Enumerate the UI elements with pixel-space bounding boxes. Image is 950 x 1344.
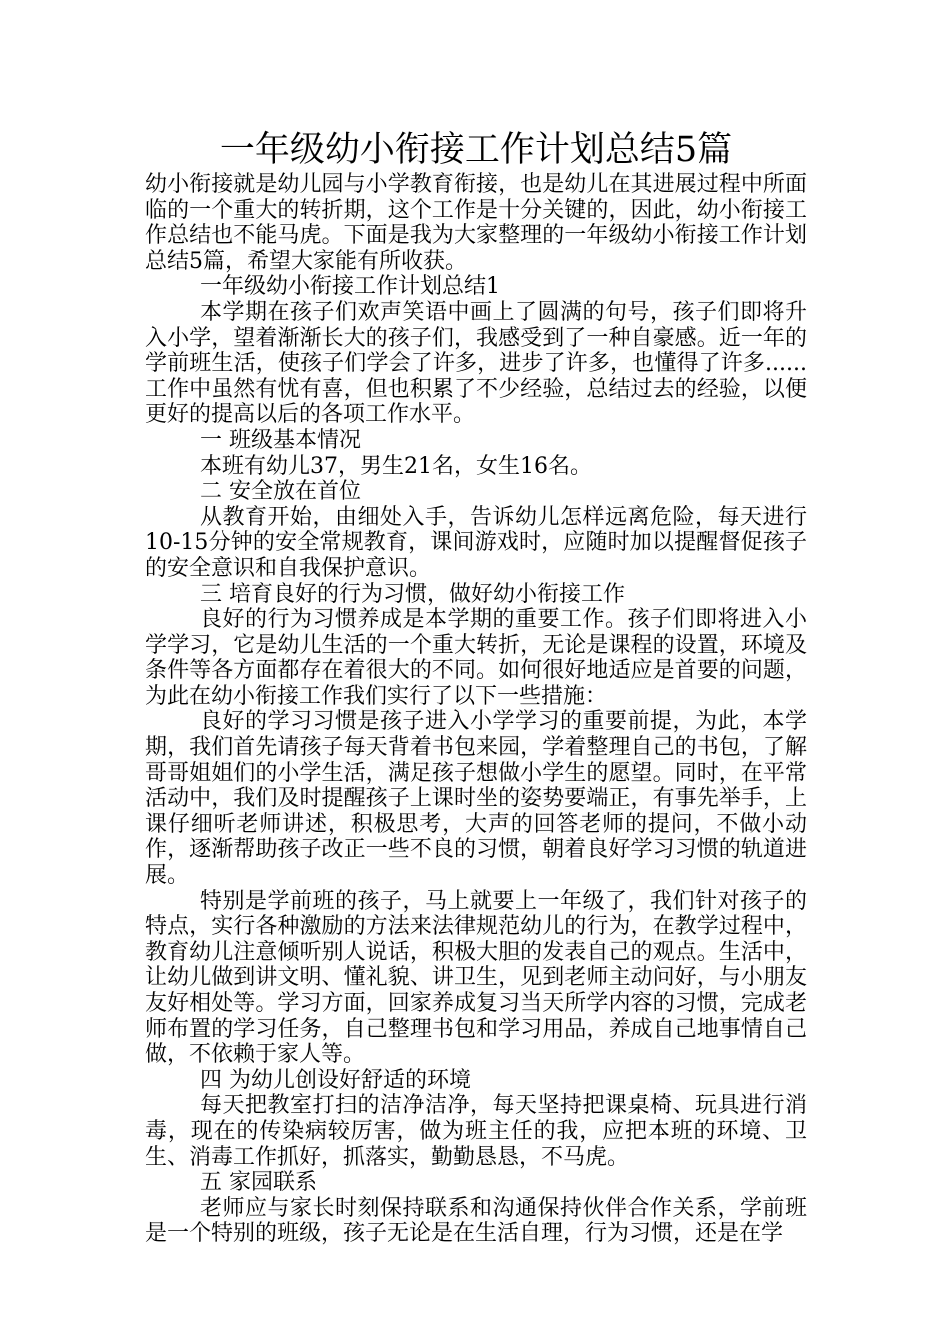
study-habits-paragraph: 良好的学习习惯是孩子进入小学学习的重要前提，为此，本学期，我们首先请孩子每天背着书包来园，学着整理自己的书包，了解哥哥姐姐们的小学生活，满足孩子想做小学生的愿望。同时，在平常活动中，我们及时提醒孩子上课时坐的姿势要端正，有事先举手，上课仔细听老师讲述，积极思考，大声的回答老师的提问，不做小动作，逐渐帮助孩子改正一些不良的习惯，朝着良好学习习惯的轨道进展。 — [145, 709, 807, 889]
behavior-paragraph: 良好的行为习惯养成是本学期的重要工作。孩子们即将进入小学学习，它是幼儿生活的一个重大转折，无论是课程的设置，环境及条件等各方面都存在着很大的不同。如何很好地适应是首要的问题，为此在幼小衔接工作我们实行了以下一些措施： — [145, 607, 807, 709]
class-info-paragraph: 本班有幼儿37，男生21名，女生16名。 — [200, 453, 592, 479]
document-body — [145, 172, 807, 1247]
document-title: 一年级幼小衔接工作计划总结5篇 — [219, 130, 733, 170]
heading-class-info: 一 班级基本情况 — [200, 427, 361, 453]
safety-paragraph: 从教育开始，由细处入手，告诉幼儿怎样远离危险，每天进行10-15分钟的安全常规教育，课间游戏时，应随时加以提醒督促孩子的安全意识和自我保护意识。 — [145, 504, 807, 581]
heading-home-school: 五 家园联系 — [200, 1170, 317, 1196]
document-page — [145, 128, 807, 1247]
heading-environment: 四 为幼儿创设好舒适的环境 — [200, 1067, 471, 1093]
heading-safety: 二 安全放在首位 — [200, 479, 361, 505]
home-school-paragraph: 老师应与家长时刻保持联系和沟通保持伙伴合作关系，学前班是一个特别的班级，孩子无论是在生活自理，行为习惯，还是在学 — [145, 1195, 807, 1247]
section-heading-summary-1: 一年级幼小衔接工作计划总结1 — [200, 274, 500, 300]
intro-paragraph: 幼小衔接就是幼儿园与小学教育衔接，也是幼儿在其进展过程中所面临的一个重大的转折期，这个工作是十分关键的，因此，幼小衔接工作总结也不能马虎。下面是我为大家整理的一年级幼小衔接工作计划总结5篇，希望大家能有所收获。 — [145, 172, 807, 274]
preschool-paragraph: 特别是学前班的孩子，马上就要上一年级了，我们针对孩子的特点，实行各种激励的方法来法律规范幼儿的行为，在教学过程中，教育幼儿注意倾听别人说话，积极大胆的发表自己的观点。生活中，让幼儿做到讲文明、懂礼貌、讲卫生，见到老师主动问好，与小朋友友好相处等。学习方面，回家养成复习当天所学内容的习惯，完成老师布置的学习任务，自己整理书包和学习用品，养成自己地事情自己做，不依赖于家人等。 — [145, 888, 807, 1068]
summary-1-paragraph: 本学期在孩子们欢声笑语中画上了圆满的句号，孩子们即将升入小学，望着渐渐长大的孩子们，我感受到了一种自豪感。近一年的学前班生活，使孩子们学会了许多，进步了许多，也懂得了许多......工作中虽然有忧有喜，但也积累了不少经验，总结过去的经验，以便更好的提高以后的各项工作水平。 — [145, 299, 807, 428]
environment-paragraph: 每天把教室打扫的洁净洁净，每天坚持把课桌椅、玩具进行消毒，现在的传染病较厉害，做为班主任的我，应把本班的环境、卫生、消毒工作抓好，抓落实，勤勤恳恳，不马虎。 — [145, 1093, 807, 1170]
heading-behavior: 三 培育良好的行为习惯，做好幼小衔接工作 — [200, 581, 625, 607]
